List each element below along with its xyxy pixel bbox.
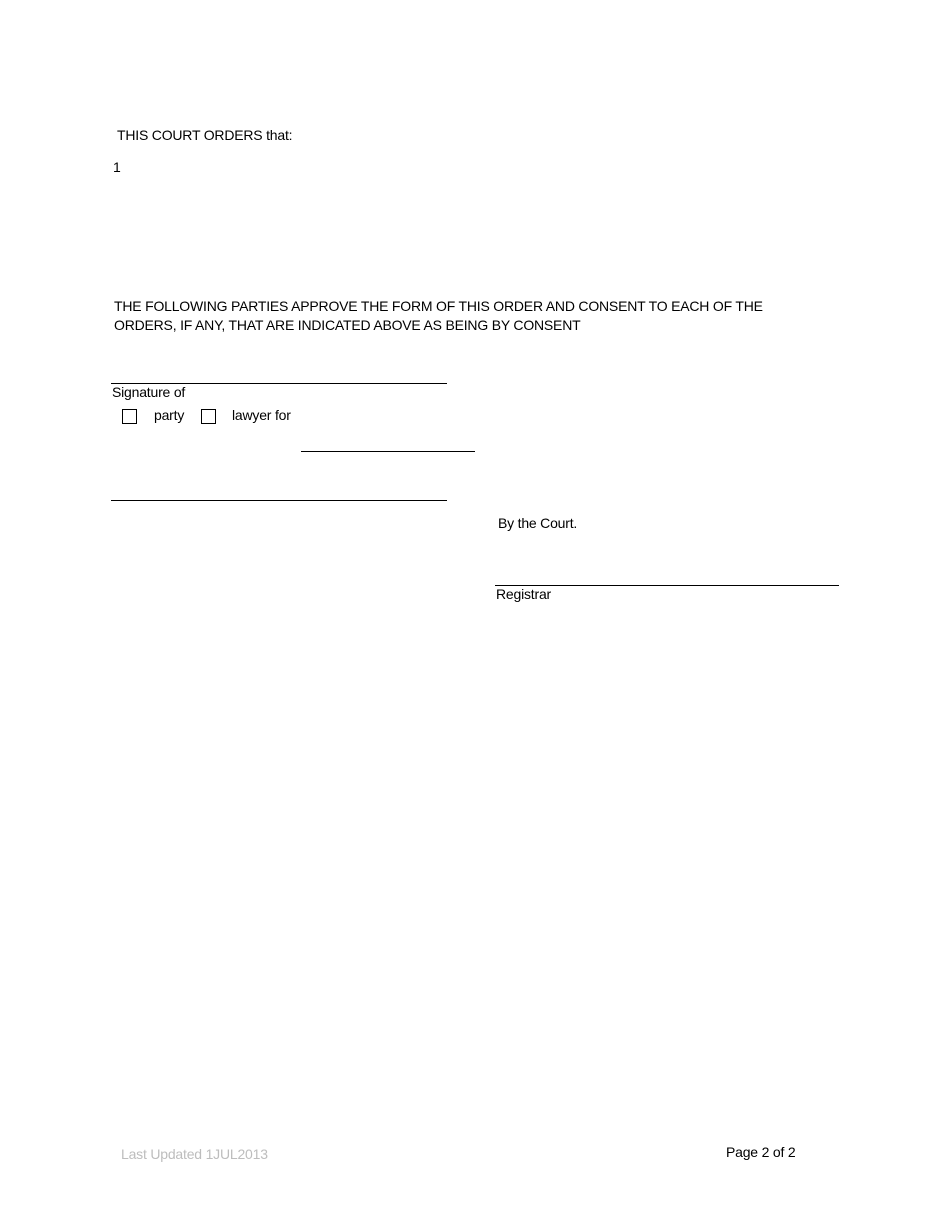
- party-checkbox[interactable]: [122, 409, 137, 424]
- lawyer-for-checkbox[interactable]: [201, 409, 216, 424]
- lawyer-for-name-line[interactable]: [301, 451, 475, 452]
- party-name-line[interactable]: [111, 500, 447, 501]
- order-item-number: 1: [113, 159, 121, 175]
- page-number-footer: Page 2 of 2: [726, 1144, 796, 1160]
- orders-heading: THIS COURT ORDERS that:: [117, 127, 293, 143]
- last-updated-footer: Last Updated 1JUL2013: [121, 1146, 268, 1162]
- registrar-label: Registrar: [496, 586, 551, 602]
- by-the-court-label: By the Court.: [498, 515, 578, 531]
- lawyer-for-label: lawyer for: [232, 407, 291, 423]
- party-label: party: [154, 407, 185, 423]
- consent-statement: THE FOLLOWING PARTIES APPROVE THE FORM OF THIS ORDER AND CONSENT TO EACH OF THE ORDERS, IF ANY, THAT ARE INDICATED ABOVE AS BEING BY CONSENT: [114, 298, 763, 333]
- signature-of-label: Signature of: [112, 384, 186, 400]
